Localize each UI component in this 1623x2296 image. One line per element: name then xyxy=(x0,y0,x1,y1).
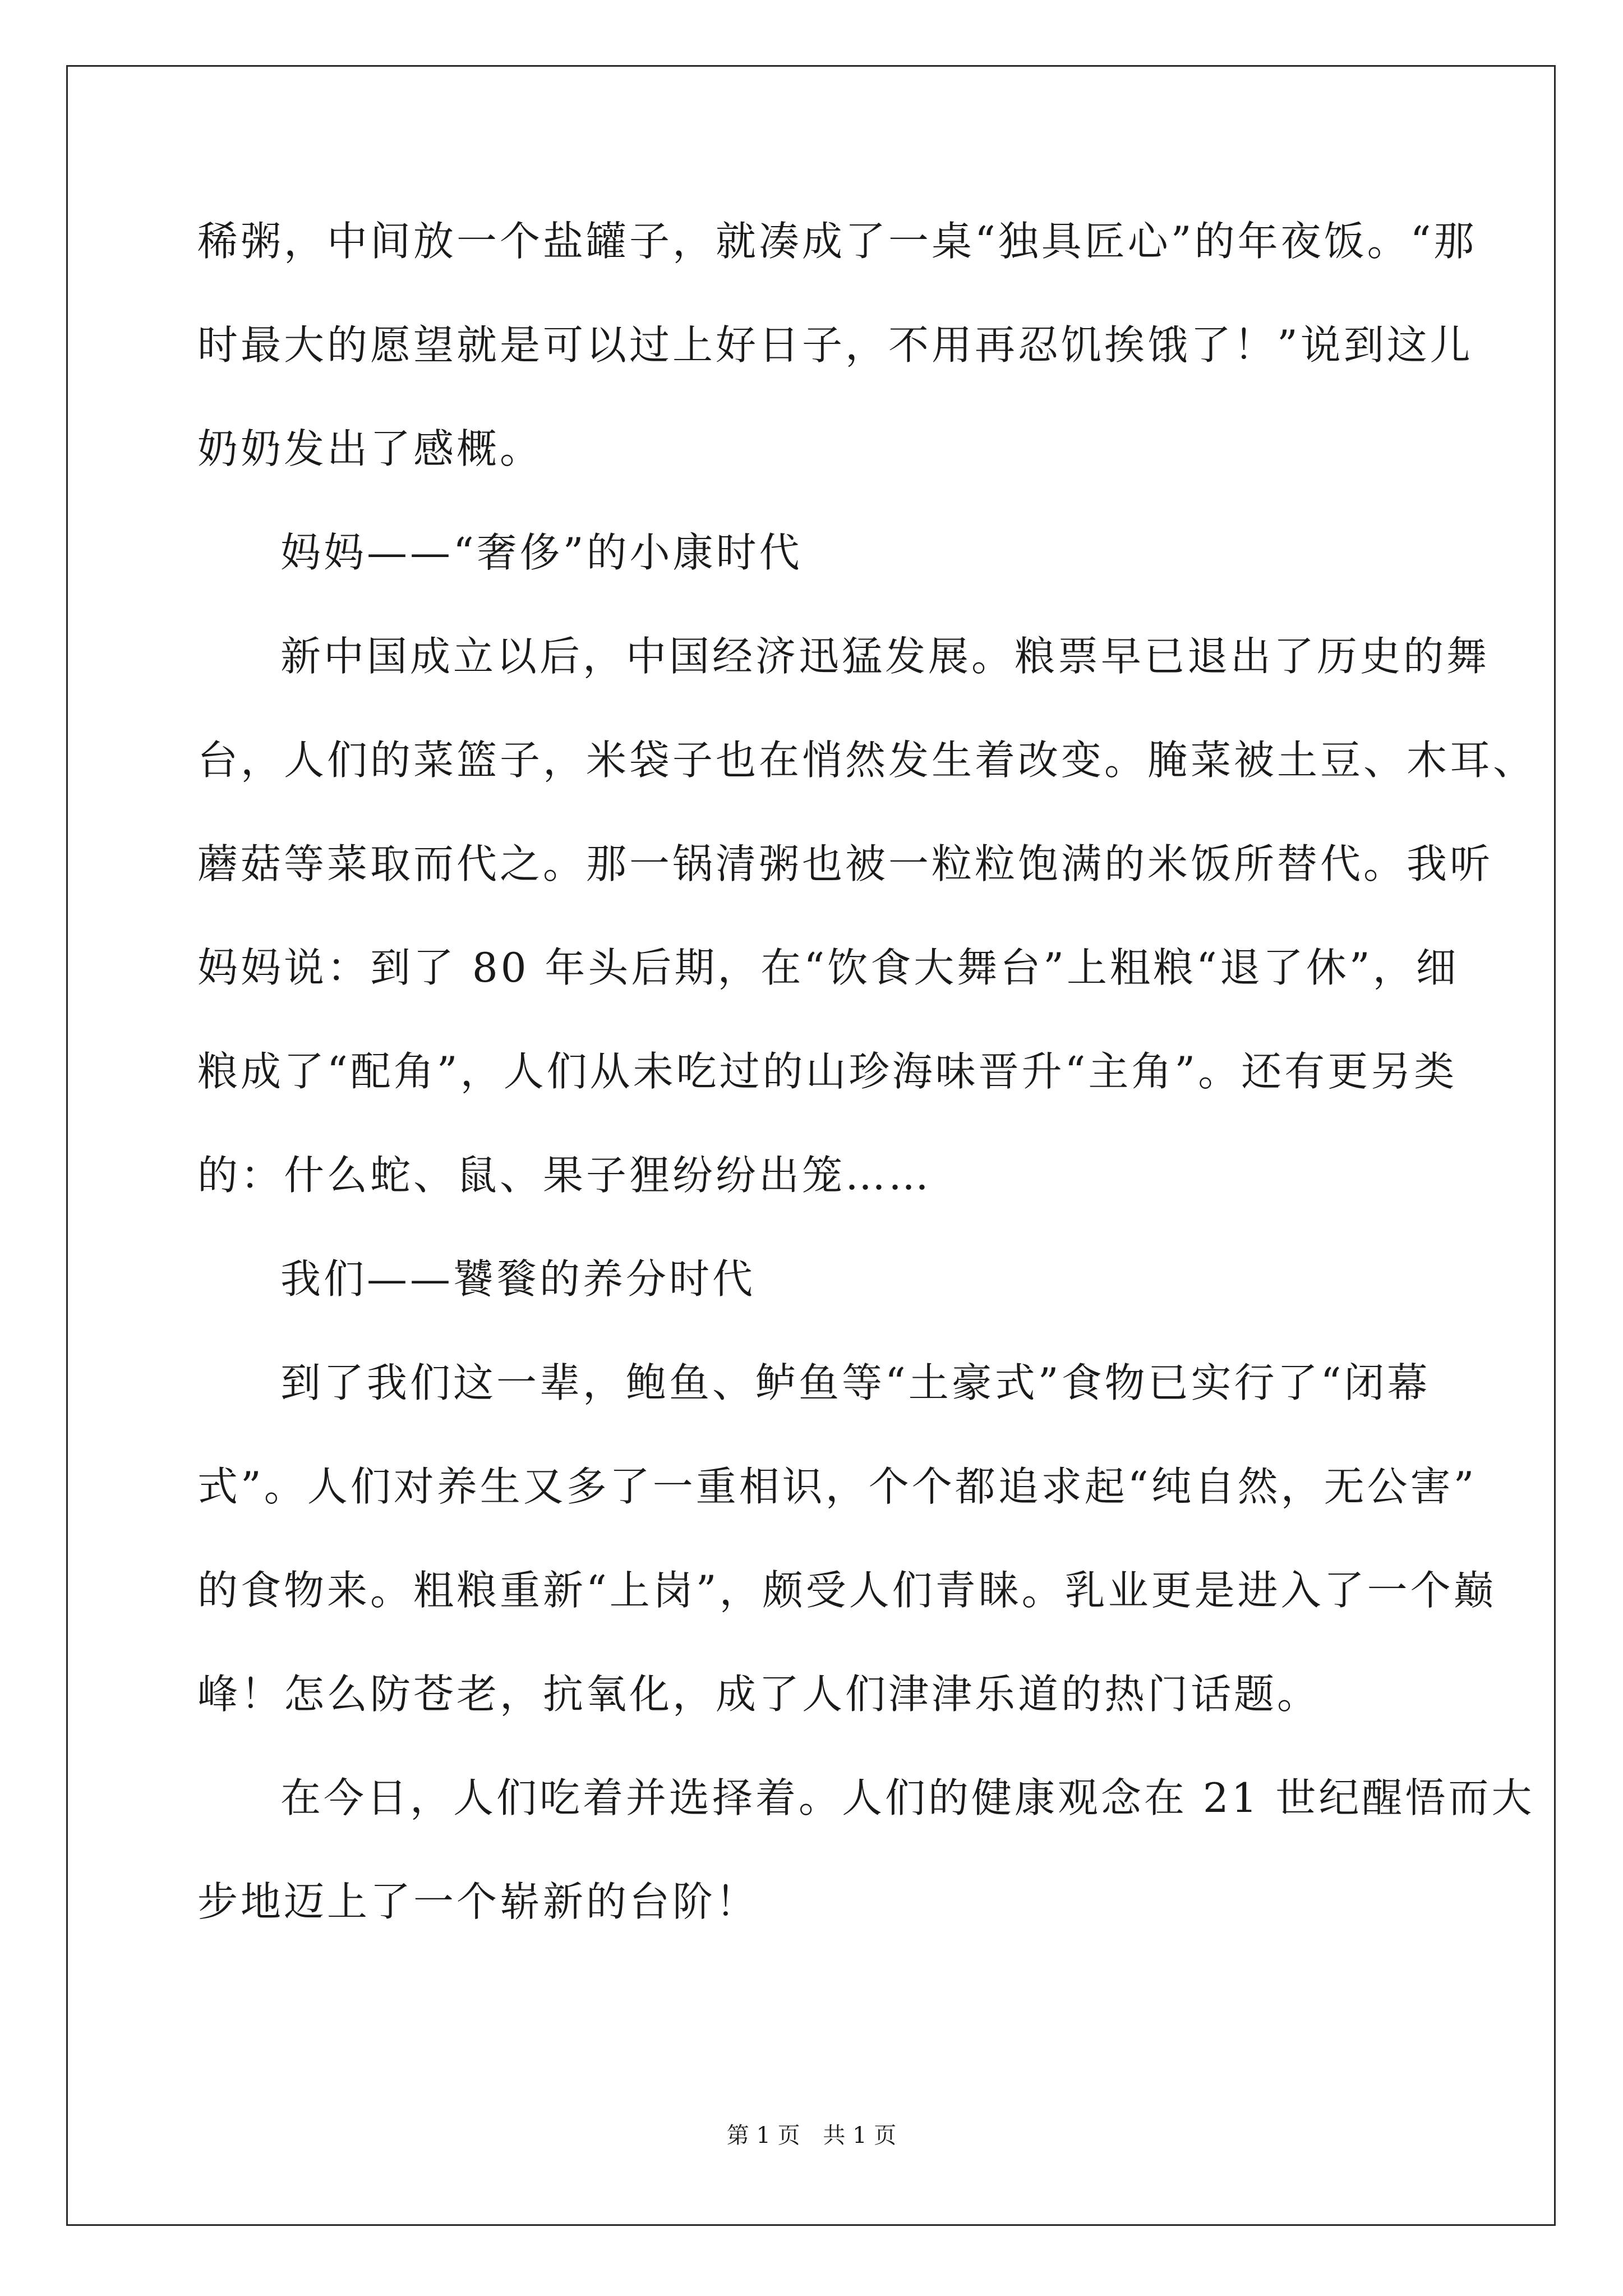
body-text-line: 的食物来。粗粮重新“上岗”，颇受人们青睐。乳业更是进入了一个巅 xyxy=(197,1567,1497,1614)
body-text-line: 粮成了“配角”，人们从未吃过的山珍海味晋升“主角”。还有更另类 xyxy=(197,1048,1458,1095)
body-text-line: 奶奶发出了感概。 xyxy=(197,425,543,472)
body-text-line: 峰！怎么防苍老，抗氧化，成了人们津津乐道的热门话题。 xyxy=(197,1671,1321,1718)
body-text-line: 式”。人们对养生又多了一重相识，个个都追求起“纯自然，无公害” xyxy=(197,1463,1477,1510)
body-text-line: 台，人们的菜篮子，米袋子也在悄然发生着改变。腌菜被土豆、木耳、 xyxy=(197,737,1537,784)
body-text-line: 时最大的愿望就是可以过上好日子，不用再忍饥挨饿了！”说到这儿 xyxy=(197,321,1473,369)
page-number: 第 1 页 xyxy=(726,2123,800,2148)
body-text-line: 到了我们这一辈，鲍鱼、鲈鱼等“土豪式”食物已实行了“闭幕 xyxy=(280,1359,1431,1406)
body-text-line: 新中国成立以后，中国经济迅猛发展。粮票早已退出了历史的舞 xyxy=(280,633,1490,680)
body-text-line: 稀粥，中间放一个盐罐子，就凑成了一桌“独具匠心”的年夜饭。“那 xyxy=(197,218,1477,265)
body-text-line: 的：什么蛇、鼠、果子狸纷纷出笼…… xyxy=(197,1152,932,1199)
body-text-line: 在今日，人们吃着并选择着。人们的健康观念在 21 世纪醒悟而大 xyxy=(280,1774,1535,1821)
body-text-line: 蘑菇等菜取而代之。那一锅清粥也被一粒粒饱满的米饭所替代。我听 xyxy=(197,840,1493,887)
body-text-line: 妈妈说：到了 80 年头后期，在“饮食大舞台”上粗粮“退了休”，细 xyxy=(197,944,1459,991)
body-text-line: 步地迈上了一个崭新的台阶！ xyxy=(197,1878,759,1925)
section-heading: 我们——饕餮的养分时代 xyxy=(280,1255,756,1303)
section-heading: 妈妈——“奢侈”的小康时代 xyxy=(280,529,803,576)
page-footer xyxy=(0,2119,1623,2152)
page-total: 共 1 页 xyxy=(823,2123,897,2148)
